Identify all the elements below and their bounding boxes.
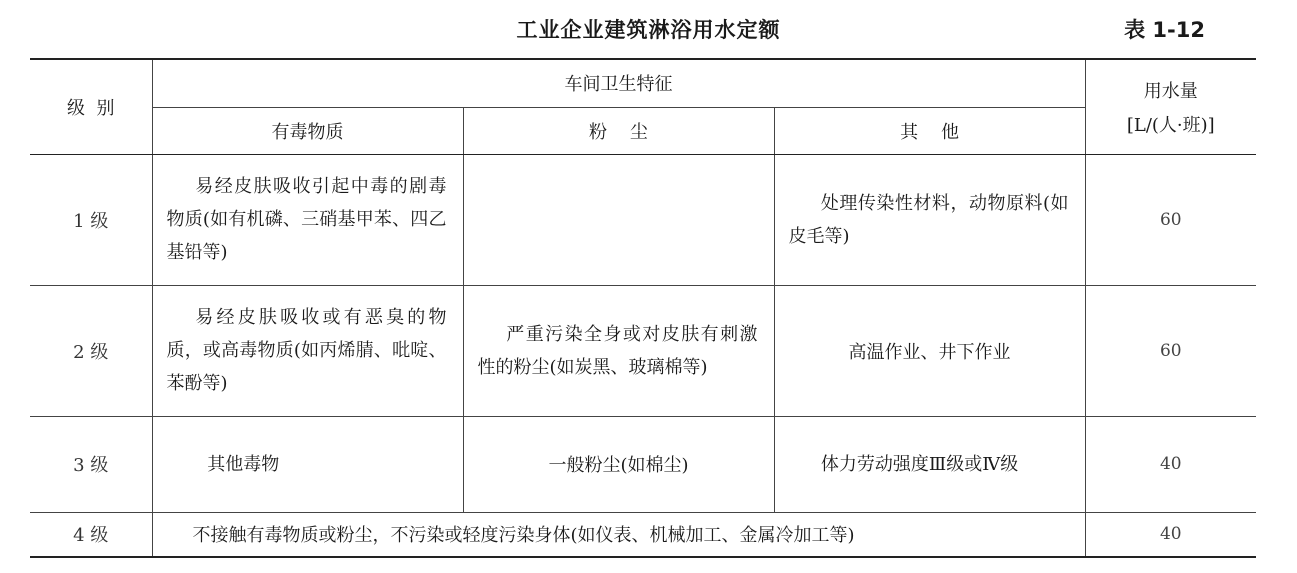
row-toxic: 易经皮肤吸收引起中毒的剧毒物质(如有机磷、三硝基甲苯、四乙基铅等)	[152, 154, 463, 285]
row-grade: 1 级	[30, 154, 152, 285]
title-row	[0, 14, 1297, 50]
row-merged-feature: 不接触有毒物质或粉尘，不污染或轻度污染身体(如仪表、机械加工、金属冷加工等)	[152, 512, 1085, 557]
header-row-2	[30, 107, 1256, 154]
row-toxic: 其他毒物	[152, 416, 463, 512]
table-row-grade-2	[30, 285, 1256, 416]
row-other: 处理传染性材料，动物原料(如皮毛等)	[774, 154, 1085, 285]
row-other: 体力劳动强度Ⅲ级或Ⅳ级	[774, 416, 1085, 512]
row-dust: 一般粉尘(如棉尘)	[463, 416, 774, 512]
header-grade: 级 别	[30, 59, 152, 154]
header-dust: 粉 尘	[463, 107, 774, 154]
shower-water-quota-table	[30, 58, 1256, 558]
header-other: 其 他	[774, 107, 1085, 154]
header-water-line2: [L/(人·班)]	[1126, 114, 1215, 136]
row-grade: 4 级	[30, 512, 152, 557]
table-row-grade-1	[30, 154, 1256, 285]
header-water-line1: 用水量	[1143, 80, 1198, 102]
table-number: 表 1-12	[1124, 18, 1205, 42]
header-toxic: 有毒物质	[152, 107, 463, 154]
header-feature-group: 车间卫生特征	[152, 59, 1085, 107]
row-other: 高温作业、井下作业	[774, 285, 1085, 416]
table-row-grade-3	[30, 416, 1256, 512]
header-row-1	[30, 59, 1256, 107]
row-water: 40	[1085, 512, 1256, 557]
row-dust	[463, 154, 774, 285]
row-water: 40	[1085, 416, 1256, 512]
table-row-grade-4	[30, 512, 1256, 557]
header-water	[1085, 59, 1256, 154]
row-grade: 3 级	[30, 416, 152, 512]
row-toxic: 易经皮肤吸收或有恶臭的物质，或高毒物质(如丙烯腈、吡啶、苯酚等)	[152, 285, 463, 416]
row-dust: 严重污染全身或对皮肤有刺激性的粉尘(如炭黑、玻璃棉等)	[463, 285, 774, 416]
row-water: 60	[1085, 154, 1256, 285]
row-grade: 2 级	[30, 285, 152, 416]
table-title: 工业企业建筑淋浴用水定额	[516, 18, 781, 42]
row-water: 60	[1085, 285, 1256, 416]
